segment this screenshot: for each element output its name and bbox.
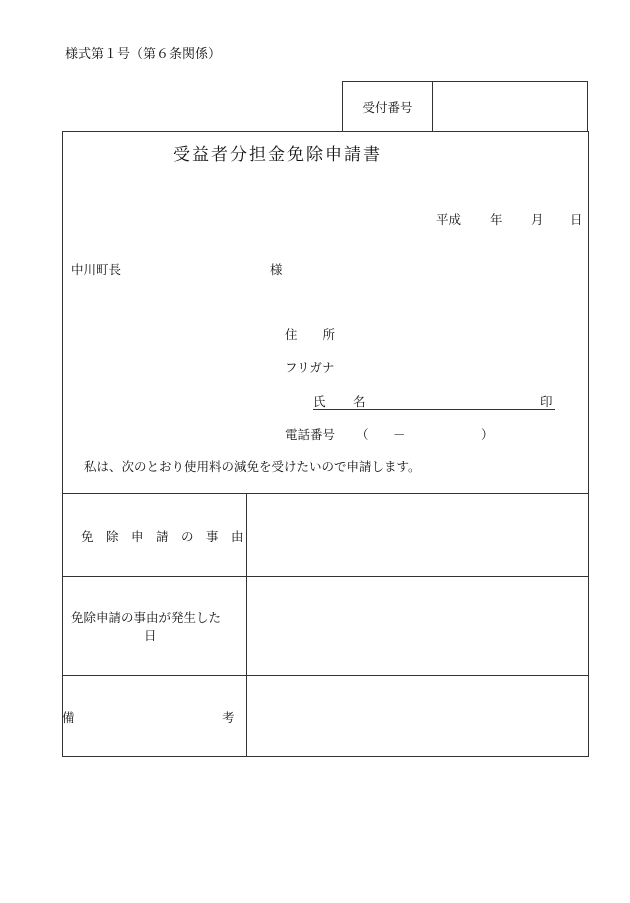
furigana-label: フリガナ — [285, 360, 335, 375]
remarks-label-cell — [62, 676, 247, 757]
address-label: 住 所 — [285, 327, 336, 342]
remarks-field[interactable] — [247, 676, 589, 757]
table-row-remarks — [62, 675, 589, 757]
date-month: 月 — [531, 212, 544, 227]
date-era: 平成 — [436, 212, 462, 227]
name-label-first: 氏 — [313, 394, 326, 409]
reason-label-cell — [62, 494, 247, 576]
reason-field[interactable] — [247, 494, 589, 576]
reception-number-field[interactable] — [433, 82, 587, 131]
addressee: 中川町長 — [71, 262, 122, 277]
phone-dash: － — [393, 427, 406, 442]
phone-label: 電話番号 — [285, 427, 336, 442]
reception-number-box — [342, 81, 588, 131]
reason-label: 免 除 申 請 の 事 由 — [81, 529, 244, 544]
seal-label: 印 — [540, 394, 553, 409]
form-number: 様式第１号（第６条関係） — [65, 47, 222, 62]
date-year: 年 — [490, 212, 503, 227]
honorific: 様 — [270, 262, 283, 277]
document-title: 受益者分担金免除申請書 — [173, 145, 382, 165]
occurrence-label-line1: 免除申請の事由が発生した — [71, 610, 222, 625]
occurrence-date-field[interactable] — [247, 577, 589, 675]
name-underline — [313, 409, 555, 410]
occurrence-label-cell — [62, 577, 247, 675]
name-label-second: 名 — [353, 394, 366, 409]
reception-number-label: 受付番号 — [343, 82, 433, 131]
occurrence-label-line2: 日 — [144, 628, 157, 643]
date-day: 日 — [570, 212, 583, 227]
phone-close-paren: ） — [481, 427, 494, 442]
phone-open-paren: （ — [356, 427, 369, 442]
remarks-label-left: 備 — [62, 710, 75, 725]
table-row-reason — [62, 493, 589, 576]
remarks-label-right: 考 — [222, 710, 235, 725]
application-statement: 私は、次のとおり使用料の減免を受けたいので申請します。 — [84, 459, 421, 474]
table-row-occurrence-date — [62, 576, 589, 675]
